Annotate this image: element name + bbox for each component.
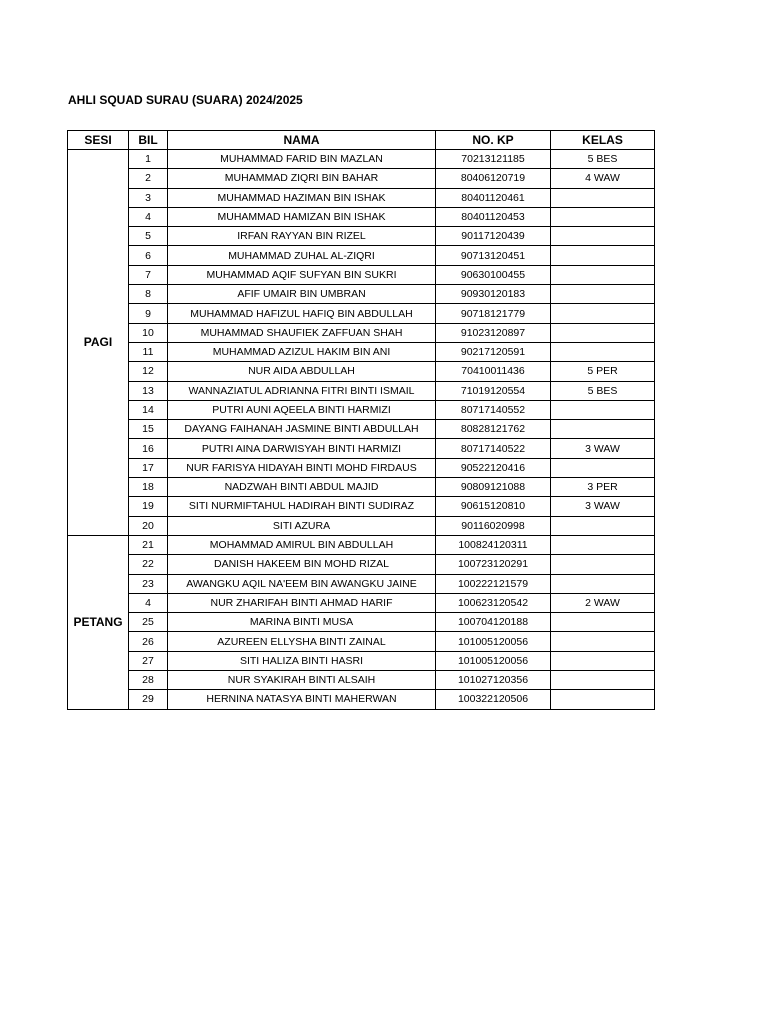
name-cell: MUHAMMAD SHAUFIEK ZAFFUAN SHAH: [168, 323, 436, 342]
bil-cell: 4: [129, 207, 168, 226]
bil-cell: 8: [129, 285, 168, 304]
ic-number-cell: 101005120056: [436, 632, 551, 651]
name-cell: SITI NURMIFTAHUL HADIRAH BINTI SUDIRAZ: [168, 497, 436, 516]
table-row: [68, 150, 655, 169]
name-cell: IRFAN RAYYAN BIN RIZEL: [168, 227, 436, 246]
bil-cell: 6: [129, 246, 168, 265]
member-table: [67, 130, 655, 710]
table-row: [68, 535, 655, 554]
class-cell: [551, 342, 655, 361]
ic-number-cell: 80401120461: [436, 188, 551, 207]
ic-number-cell: 90809121088: [436, 478, 551, 497]
table-row: [68, 478, 655, 497]
class-cell: [551, 246, 655, 265]
class-cell: [551, 535, 655, 554]
name-cell: MUHAMMAD FARID BIN MAZLAN: [168, 150, 436, 169]
bil-cell: 19: [129, 497, 168, 516]
name-cell: SITI HALIZA BINTI HASRI: [168, 651, 436, 670]
bil-cell: 27: [129, 651, 168, 670]
header-bil: BIL: [129, 131, 168, 150]
class-cell: [551, 188, 655, 207]
class-cell: [551, 304, 655, 323]
ic-number-cell: 90116020998: [436, 516, 551, 535]
bil-cell: 13: [129, 381, 168, 400]
ic-number-cell: 80828121762: [436, 420, 551, 439]
class-cell: 3 WAW: [551, 497, 655, 516]
bil-cell: 10: [129, 323, 168, 342]
ic-number-cell: 100322120506: [436, 690, 551, 709]
bil-cell: 7: [129, 265, 168, 284]
name-cell: NUR FARISYA HIDAYAH BINTI MOHD FIRDAUS: [168, 458, 436, 477]
ic-number-cell: 80717140522: [436, 439, 551, 458]
bil-cell: 20: [129, 516, 168, 535]
class-cell: [551, 632, 655, 651]
table-row: [68, 381, 655, 400]
name-cell: AFIF UMAIR BIN UMBRAN: [168, 285, 436, 304]
bil-cell: 14: [129, 400, 168, 419]
name-cell: MUHAMMAD HAFIZUL HAFIQ BIN ABDULLAH: [168, 304, 436, 323]
class-cell: [551, 207, 655, 226]
bil-cell: 12: [129, 362, 168, 381]
bil-cell: 23: [129, 574, 168, 593]
class-cell: [551, 420, 655, 439]
table-row: [68, 574, 655, 593]
header-no-kp: NO. KP: [436, 131, 551, 150]
class-cell: 5 PER: [551, 362, 655, 381]
class-cell: [551, 613, 655, 632]
table-row: [68, 671, 655, 690]
bil-cell: 16: [129, 439, 168, 458]
name-cell: DANISH HAKEEM BIN MOHD RIZAL: [168, 555, 436, 574]
table-row: [68, 516, 655, 535]
class-cell: [551, 516, 655, 535]
class-cell: 5 BES: [551, 381, 655, 400]
name-cell: MUHAMMAD ZUHAL AL-ZIQRI: [168, 246, 436, 265]
name-cell: HERNINA NATASYA BINTI MAHERWAN: [168, 690, 436, 709]
bil-cell: 11: [129, 342, 168, 361]
bil-cell: 2: [129, 169, 168, 188]
table-row: [68, 342, 655, 361]
class-cell: [551, 458, 655, 477]
class-cell: 5 BES: [551, 150, 655, 169]
document-title: AHLI SQUAD SURAU (SUARA) 2024/2025: [68, 93, 303, 107]
class-cell: [551, 323, 655, 342]
name-cell: NUR SYAKIRAH BINTI ALSAIH: [168, 671, 436, 690]
table-row: [68, 169, 655, 188]
ic-number-cell: 90713120451: [436, 246, 551, 265]
class-cell: [551, 651, 655, 670]
header-nama: NAMA: [168, 131, 436, 150]
name-cell: MUHAMMAD AZIZUL HAKIM BIN ANI: [168, 342, 436, 361]
ic-number-cell: 100222121579: [436, 574, 551, 593]
ic-number-cell: 100704120188: [436, 613, 551, 632]
name-cell: MARINA BINTI MUSA: [168, 613, 436, 632]
table-row: [68, 555, 655, 574]
table-row: [68, 246, 655, 265]
ic-number-cell: 90630100455: [436, 265, 551, 284]
header-sesi: SESI: [68, 131, 129, 150]
name-cell: MUHAMMAD AQIF SUFYAN BIN SUKRI: [168, 265, 436, 284]
bil-cell: 29: [129, 690, 168, 709]
table-row: [68, 285, 655, 304]
class-cell: 2 WAW: [551, 593, 655, 612]
table-row: [68, 188, 655, 207]
bil-cell: 3: [129, 188, 168, 207]
table-row: [68, 420, 655, 439]
name-cell: PUTRI AINA DARWISYAH BINTI HARMIZI: [168, 439, 436, 458]
name-cell: MUHAMMAD HAZIMAN BIN ISHAK: [168, 188, 436, 207]
table-row: [68, 227, 655, 246]
class-cell: [551, 285, 655, 304]
table-row: [68, 613, 655, 632]
ic-number-cell: 90522120416: [436, 458, 551, 477]
table-body: [68, 150, 655, 710]
name-cell: NADZWAH BINTI ABDUL MAJID: [168, 478, 436, 497]
bil-cell: 17: [129, 458, 168, 477]
ic-number-cell: 100824120311: [436, 535, 551, 554]
table-row: [68, 458, 655, 477]
bil-cell: 26: [129, 632, 168, 651]
table-row: [68, 400, 655, 419]
table-row: [68, 632, 655, 651]
ic-number-cell: 91023120897: [436, 323, 551, 342]
table-row: [68, 323, 655, 342]
class-cell: 3 WAW: [551, 439, 655, 458]
ic-number-cell: 80717140552: [436, 400, 551, 419]
class-cell: [551, 227, 655, 246]
name-cell: MOHAMMAD AMIRUL BIN ABDULLAH: [168, 535, 436, 554]
ic-number-cell: 101005120056: [436, 651, 551, 670]
ic-number-cell: 90718121779: [436, 304, 551, 323]
name-cell: MUHAMMAD ZIQRI BIN BAHAR: [168, 169, 436, 188]
table-row: [68, 304, 655, 323]
ic-number-cell: 90930120183: [436, 285, 551, 304]
bil-cell: 21: [129, 535, 168, 554]
ic-number-cell: 101027120356: [436, 671, 551, 690]
bil-cell: 15: [129, 420, 168, 439]
name-cell: WANNAZIATUL ADRIANNA FITRI BINTI ISMAIL: [168, 381, 436, 400]
bil-cell: 5: [129, 227, 168, 246]
session-label: PAGI: [68, 150, 129, 536]
session-label: PETANG: [68, 535, 129, 709]
ic-number-cell: 80401120453: [436, 207, 551, 226]
ic-number-cell: 70213121185: [436, 150, 551, 169]
name-cell: NUR AIDA ABDULLAH: [168, 362, 436, 381]
bil-cell: 18: [129, 478, 168, 497]
table-row: [68, 593, 655, 612]
name-cell: NUR ZHARIFAH BINTI AHMAD HARIF: [168, 593, 436, 612]
bil-cell: 28: [129, 671, 168, 690]
table-row: [68, 265, 655, 284]
bil-cell: 9: [129, 304, 168, 323]
table-header-row: [68, 131, 655, 150]
name-cell: AWANGKU AQIL NA'EEM BIN AWANGKU JAINE: [168, 574, 436, 593]
bil-cell: 1: [129, 150, 168, 169]
ic-number-cell: 90117120439: [436, 227, 551, 246]
class-cell: [551, 671, 655, 690]
name-cell: MUHAMMAD HAMIZAN BIN ISHAK: [168, 207, 436, 226]
bil-cell: 22: [129, 555, 168, 574]
bil-cell: 25: [129, 613, 168, 632]
class-cell: [551, 265, 655, 284]
ic-number-cell: 90615120810: [436, 497, 551, 516]
ic-number-cell: 70410011436: [436, 362, 551, 381]
bil-cell: 4: [129, 593, 168, 612]
table-row: [68, 362, 655, 381]
ic-number-cell: 100623120542: [436, 593, 551, 612]
class-cell: [551, 574, 655, 593]
header-kelas: KELAS: [551, 131, 655, 150]
table-row: [68, 690, 655, 709]
table-row: [68, 439, 655, 458]
class-cell: 3 PER: [551, 478, 655, 497]
class-cell: [551, 400, 655, 419]
name-cell: AZUREEN ELLYSHA BINTI ZAINAL: [168, 632, 436, 651]
ic-number-cell: 80406120719: [436, 169, 551, 188]
name-cell: SITI AZURA: [168, 516, 436, 535]
class-cell: [551, 555, 655, 574]
ic-number-cell: 100723120291: [436, 555, 551, 574]
name-cell: PUTRI AUNI AQEELA BINTI HARMIZI: [168, 400, 436, 419]
class-cell: 4 WAW: [551, 169, 655, 188]
ic-number-cell: 90217120591: [436, 342, 551, 361]
class-cell: [551, 690, 655, 709]
table-row: [68, 651, 655, 670]
ic-number-cell: 71019120554: [436, 381, 551, 400]
name-cell: DAYANG FAIHANAH JASMINE BINTI ABDULLAH: [168, 420, 436, 439]
table-row: [68, 497, 655, 516]
table-row: [68, 207, 655, 226]
